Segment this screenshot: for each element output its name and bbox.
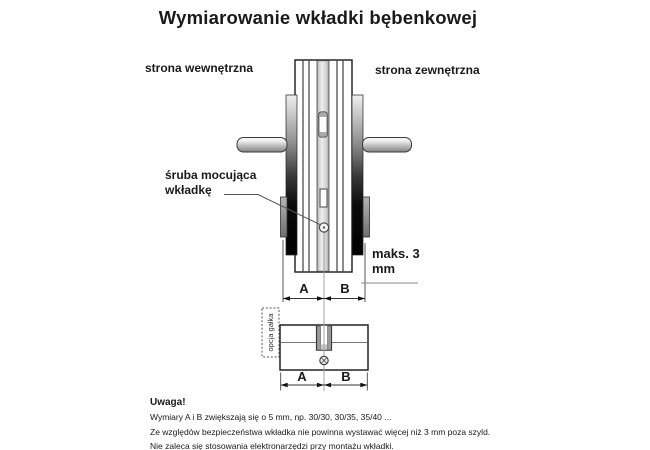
door-section xyxy=(295,60,352,272)
knob-option-label: opcja gałka xyxy=(266,313,275,352)
inner-side-label: strona wewnętrzna xyxy=(145,61,254,75)
screw-center xyxy=(323,360,325,362)
note-heading: Uwaga! xyxy=(150,397,186,408)
fixing-screw-label: śruba mocująca wkładkę xyxy=(165,168,257,197)
arrowhead xyxy=(324,296,331,301)
fixing-screw-bottom xyxy=(320,356,328,364)
arrowhead xyxy=(324,383,331,388)
arrowhead xyxy=(283,296,290,301)
escutcheon-right xyxy=(352,95,363,255)
lock-faceplate-strip xyxy=(317,61,329,272)
arrowhead xyxy=(317,383,324,388)
arrowhead xyxy=(360,383,367,388)
outer-side-label: strona zewnętrzna xyxy=(375,63,480,77)
arrowhead xyxy=(358,296,365,301)
note-line-1: Wymiary A i B zwiększają się o 5 mm, np. 30/30, 30/35, 35/40 ... xyxy=(150,412,392,422)
fixing-screw-top xyxy=(319,223,328,232)
dimension-b-label-top: B xyxy=(340,281,350,296)
max-protrusion-label: maks. 3 mm xyxy=(372,246,420,276)
screw-center xyxy=(323,226,325,228)
cam-cap-top xyxy=(320,113,327,117)
cam-cap-bottom xyxy=(320,132,327,136)
knob-option-box xyxy=(262,308,279,357)
escutcheon-tab-right xyxy=(363,197,370,237)
note-block xyxy=(150,396,610,450)
note-line-3: Nie zaleca się stosowania elektronarzędzi przy montażu wkładki. xyxy=(150,441,394,450)
spindle-right xyxy=(363,138,412,153)
dimension-a-label-bottom: A xyxy=(297,369,307,384)
dimension-a-label-top: A xyxy=(299,281,309,296)
cam-notch-bar-right xyxy=(328,326,332,350)
dimension-b-label-bottom: B xyxy=(341,369,351,384)
page-title: Wymiarowanie wkładki bębenkowej xyxy=(158,7,478,28)
escutcheon-left xyxy=(286,95,297,255)
escutcheon-tab-left xyxy=(281,197,288,237)
note-line-2: Ze względów bezpieczeństwa wkładka nie powinna wystawać więcej niż 3 mm poza szyld. xyxy=(150,426,491,437)
arrowhead xyxy=(281,383,288,388)
latch-pin xyxy=(320,189,327,207)
arrowhead xyxy=(317,296,324,301)
cam-notch-bar-left xyxy=(317,326,321,350)
spindle-left xyxy=(237,138,287,153)
